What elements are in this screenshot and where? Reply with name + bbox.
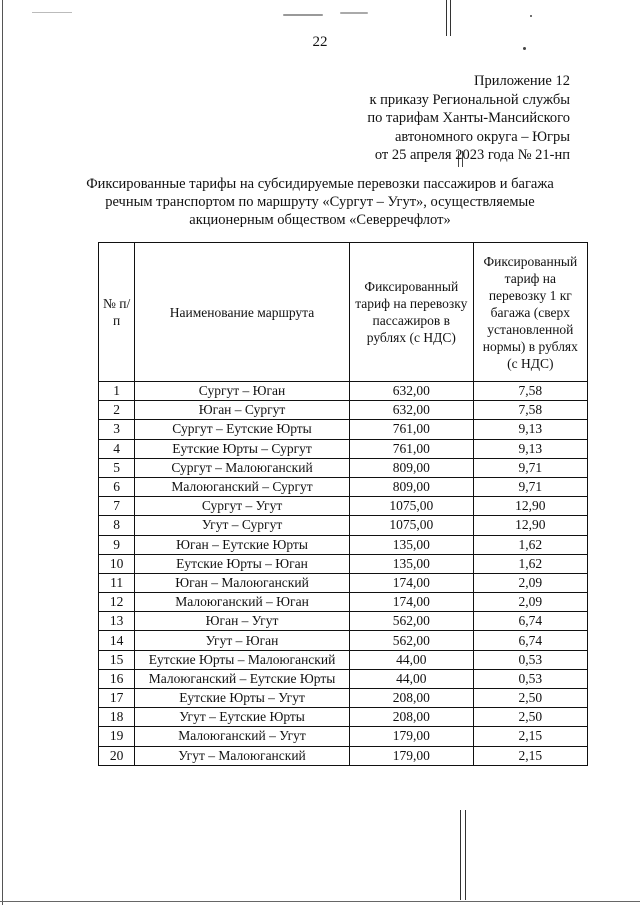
- cell-route: Еутские Юрты – Юган: [135, 554, 350, 573]
- cell-passenger-tariff: 135,00: [349, 535, 473, 554]
- cell-number: 10: [99, 554, 135, 573]
- cell-baggage-tariff: 12,90: [473, 497, 587, 516]
- scan-mark-bottom: [460, 810, 466, 900]
- tariff-table: [98, 242, 588, 766]
- cell-number: 18: [99, 708, 135, 727]
- table-row: [99, 669, 588, 688]
- cell-route: Малоюганский – Еутские Юрты: [135, 669, 350, 688]
- cell-passenger-tariff: 44,00: [349, 650, 473, 669]
- cell-number: 1: [99, 382, 135, 401]
- cell-route: Сургут – Угут: [135, 497, 350, 516]
- table-row: [99, 458, 588, 477]
- table-row: [99, 535, 588, 554]
- cell-passenger-tariff: 174,00: [349, 593, 473, 612]
- cell-passenger-tariff: 562,00: [349, 612, 473, 631]
- cell-baggage-tariff: 2,15: [473, 746, 587, 765]
- cell-passenger-tariff: 562,00: [349, 631, 473, 650]
- cell-number: 9: [99, 535, 135, 554]
- title-line: Фиксированные тарифы на субсидируемые перевозки пассажиров и багажа: [86, 176, 554, 192]
- table-row: [99, 593, 588, 612]
- cell-baggage-tariff: 7,58: [473, 382, 587, 401]
- header-baggage-tariff: Фиксированный тариф на перевозку 1 кг багажа (сверх установленной нормы) в рублях (с НДС): [473, 243, 587, 382]
- cell-baggage-tariff: 9,71: [473, 477, 587, 496]
- table-row: [99, 420, 588, 439]
- table-row: [99, 439, 588, 458]
- title-line: речным транспортом по маршруту «Сургут – Угут», осуществляемые: [105, 194, 535, 210]
- cell-route: Угут – Еутские Юрты: [135, 708, 350, 727]
- cell-baggage-tariff: 1,62: [473, 554, 587, 573]
- cell-passenger-tariff: 179,00: [349, 746, 473, 765]
- cell-passenger-tariff: 632,00: [349, 401, 473, 420]
- table-row: [99, 497, 588, 516]
- cell-passenger-tariff: 208,00: [349, 689, 473, 708]
- cell-route: Угут – Юган: [135, 631, 350, 650]
- cell-route: Юган – Еутские Юрты: [135, 535, 350, 554]
- cell-route: Сургут – Еутские Юрты: [135, 420, 350, 439]
- cell-number: 2: [99, 401, 135, 420]
- table-header-row: [99, 243, 588, 382]
- appendix-line: по тарифам Ханты-Мансийского: [367, 110, 570, 126]
- cell-number: 13: [99, 612, 135, 631]
- scan-speck: [340, 12, 368, 14]
- scan-speck: [32, 12, 72, 13]
- cell-passenger-tariff: 44,00: [349, 669, 473, 688]
- table-row: [99, 401, 588, 420]
- table-row: [99, 746, 588, 765]
- cell-baggage-tariff: 0,53: [473, 669, 587, 688]
- appendix-line: от 25 апреля 2023 года № 21-нп: [374, 147, 570, 163]
- cell-passenger-tariff: 135,00: [349, 554, 473, 573]
- cell-baggage-tariff: 7,58: [473, 401, 587, 420]
- cell-route: Сургут – Юган: [135, 382, 350, 401]
- cell-baggage-tariff: 0,53: [473, 650, 587, 669]
- cell-baggage-tariff: 9,13: [473, 420, 587, 439]
- scan-speck: [530, 15, 532, 17]
- cell-baggage-tariff: 2,09: [473, 573, 587, 592]
- title-line: акционерным обществом «Северречфлот»: [189, 212, 451, 228]
- cell-baggage-tariff: 12,90: [473, 516, 587, 535]
- cell-number: 17: [99, 689, 135, 708]
- document-title: [72, 175, 568, 229]
- table-row: [99, 708, 588, 727]
- cell-route: Угут – Малоюганский: [135, 746, 350, 765]
- cell-number: 6: [99, 477, 135, 496]
- cell-passenger-tariff: 179,00: [349, 727, 473, 746]
- cell-baggage-tariff: 6,74: [473, 631, 587, 650]
- scan-mark-top: [446, 0, 451, 36]
- cell-baggage-tariff: 6,74: [473, 612, 587, 631]
- cell-route: Юган – Угут: [135, 612, 350, 631]
- cell-route: Юган – Сургут: [135, 401, 350, 420]
- header-passenger-tariff: Фиксированный тариф на перевозку пассажиров в рублях (с НДС): [349, 243, 473, 382]
- appendix-line: Приложение 12: [474, 73, 570, 89]
- cell-baggage-tariff: 1,62: [473, 535, 587, 554]
- appendix-line: автономного округа – Югры: [394, 128, 570, 145]
- cell-route: Еутские Юрты – Угут: [135, 689, 350, 708]
- cell-passenger-tariff: 632,00: [349, 382, 473, 401]
- cell-passenger-tariff: 761,00: [349, 420, 473, 439]
- cell-number: 19: [99, 727, 135, 746]
- cell-number: 4: [99, 439, 135, 458]
- cell-route: Угут – Сургут: [135, 516, 350, 535]
- cell-number: 3: [99, 420, 135, 439]
- cell-baggage-tariff: 9,71: [473, 458, 587, 477]
- cell-baggage-tariff: 2,09: [473, 593, 587, 612]
- cell-passenger-tariff: 1075,00: [349, 516, 473, 535]
- scan-border-bottom: [0, 901, 640, 902]
- page-number: 22: [312, 34, 328, 50]
- cell-route: Сургут – Малоюганский: [135, 458, 350, 477]
- cell-number: 12: [99, 593, 135, 612]
- cell-passenger-tariff: 1075,00: [349, 497, 473, 516]
- cell-number: 5: [99, 458, 135, 477]
- scan-border-left: [2, 0, 3, 905]
- cell-passenger-tariff: 809,00: [349, 458, 473, 477]
- cell-number: 11: [99, 573, 135, 592]
- table-body: [99, 382, 588, 766]
- cell-route: Малоюганский – Угут: [135, 727, 350, 746]
- table-row: [99, 477, 588, 496]
- cell-baggage-tariff: 9,13: [473, 439, 587, 458]
- header-number: № п/п: [99, 243, 135, 382]
- cell-route: Еутские Юрты – Малоюганский: [135, 650, 350, 669]
- table-row: [99, 631, 588, 650]
- table-row: [99, 382, 588, 401]
- cell-passenger-tariff: 809,00: [349, 477, 473, 496]
- table-row: [99, 554, 588, 573]
- cell-number: 14: [99, 631, 135, 650]
- cell-baggage-tariff: 2,50: [473, 689, 587, 708]
- cell-route: Малоюганский – Сургут: [135, 477, 350, 496]
- cell-passenger-tariff: 174,00: [349, 573, 473, 592]
- table-row: [99, 650, 588, 669]
- cell-number: 7: [99, 497, 135, 516]
- cell-passenger-tariff: 761,00: [349, 439, 473, 458]
- cell-number: 20: [99, 746, 135, 765]
- header-route: Наименование маршрута: [135, 243, 350, 382]
- table-row: [99, 573, 588, 592]
- cell-number: 15: [99, 650, 135, 669]
- cell-route: Еутские Юрты – Сургут: [135, 439, 350, 458]
- cell-number: 8: [99, 516, 135, 535]
- cell-route: Юган – Малоюганский: [135, 573, 350, 592]
- table-row: [99, 612, 588, 631]
- appendix-line: к приказу Региональной службы: [369, 91, 570, 108]
- appendix-reference: [367, 72, 570, 165]
- cell-baggage-tariff: 2,50: [473, 708, 587, 727]
- table-row: [99, 689, 588, 708]
- cell-route: Малоюганский – Юган: [135, 593, 350, 612]
- table-row: [99, 727, 588, 746]
- scan-speck: [283, 14, 323, 16]
- table-row: [99, 516, 588, 535]
- cell-baggage-tariff: 2,15: [473, 727, 587, 746]
- cell-number: 16: [99, 669, 135, 688]
- cell-passenger-tariff: 208,00: [349, 708, 473, 727]
